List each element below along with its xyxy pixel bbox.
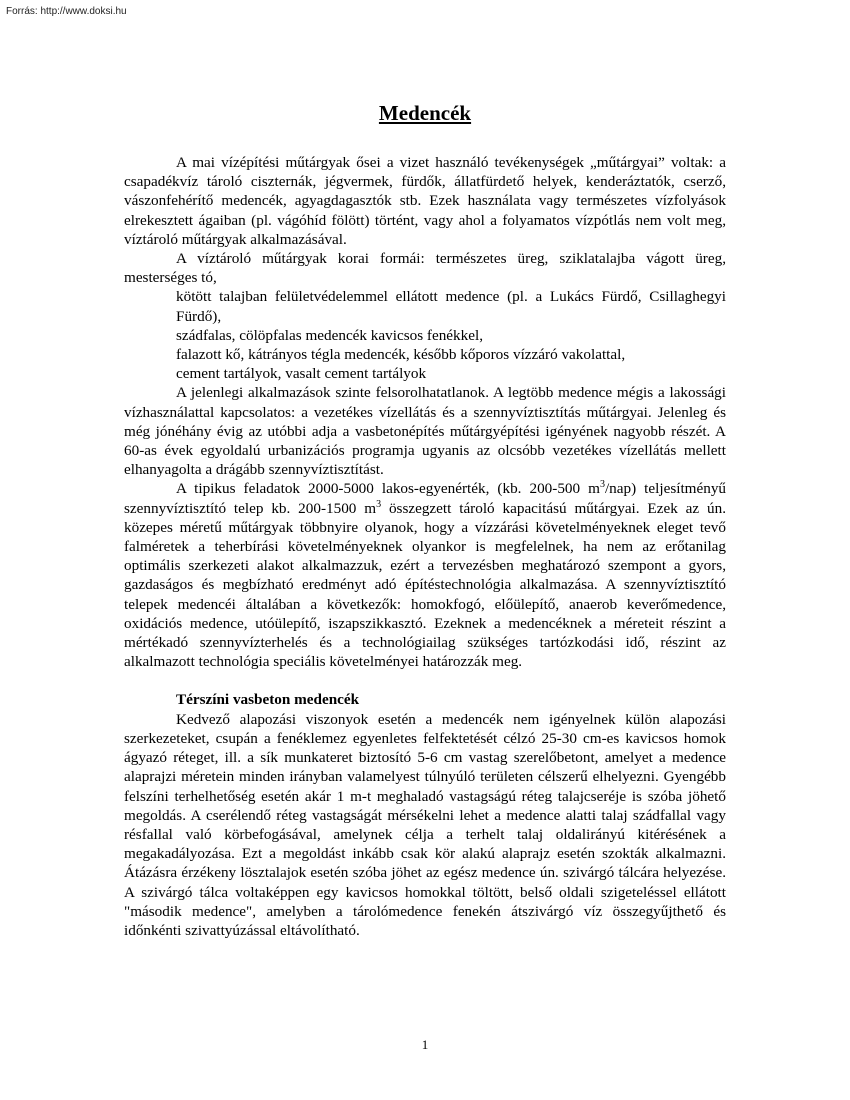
paragraph-text: /nap) teljesítményű szennyvíztisztító telep kb. 200-1500 m xyxy=(124,480,727,517)
list-item: kötött talajban felületvédelemmel ellátott medence (pl. a Lukács Fürdő, Csillaghegyi Fürdő), xyxy=(176,288,726,325)
paragraph-intro: A mai vízépítési műtárgyak ősei a vizet használó tevékenységek „műtárgyai” voltak: a csapadékvíz tároló ciszternák, jégvermek, fürdők, állatfürdető helyek, kenderáztatók, cserző, vászonfehérítő medencék, agyagdagasztók stb. Ezek használata vagy természetes vízfolyások elrekesztett ágaiban (pl. vágóhíd fölött) történt, vagy ahol a folyamatos vízpótlás nem volt meg, víztároló műtárgyak alkalmazásával. xyxy=(124,154,726,248)
list-item: cement tartályok, vasalt cement tartályok xyxy=(176,365,427,383)
list-item: szádfalas, cölöpfalas medencék kavicsos fenékkel, xyxy=(176,326,483,344)
paragraph-text: A tipikus feladatok 2000-5000 lakos-egyenérték, (kb. 200-500 m xyxy=(176,480,600,498)
source-label: Forrás: http://www.doksi.hu xyxy=(6,6,127,17)
superscript: 3 xyxy=(376,498,382,510)
paragraph-current-applications: A jelenlegi alkalmazások szinte felsorolhatatlanok. A legtöbb medence mégis a lakossági vízhasználattal kapcsolatos: a vezetékes vízellátás és a szennyvíztisztítás műtárgyai. Jelenleg és még jónéhány évig az utóbbi adja a vasbetonépítés műtárgyépítési igényének nagyobb részét. A 60-as évek egyoldalú urbanizációs programja ugyanis az olcsóbb vezetékes vízellátás mellett elhanyagolta a drágább szennyvíztisztítást. xyxy=(124,384,726,479)
section-heading: Térszíni vasbeton medencék xyxy=(176,691,360,709)
document-page xyxy=(124,100,726,940)
page-title: Medencék xyxy=(378,101,472,125)
superscript: 3 xyxy=(599,479,605,491)
paragraph-text: összegzett tároló kapacitású műtárgyai. Ezek az ún. közepes méretű műtárgyak többnyire olyanok, hogy a vízzárási követelményeknek eleget tevő falméretek a teherbírási követelményeknek olyankor is megfelelnek, ha nem az erőtanilag optimális szerkezeti alakot alkalmazzuk, ezért a tervezésben meghatározó szempont a gyors, gazdaságos és megbízható eredményt adó építéstechnológia alkalmazása. A szennyvíztisztító telepek medencéi általában a következők: homokfogó, előülepítő, anaerob keverőmedence, oxidációs medence, utóülepítő, iszapszikkasztó. Ezeknek a medencéknek a méreteit részint a mértékadó szennyvízterhelés és a technológiailag szükséges tartózkodási idő, részint az alkalmazott technológia speciális követelményei határozzák meg. xyxy=(124,499,726,671)
page-number: 1 xyxy=(421,1037,429,1052)
paragraph-early-forms: A víztároló műtárgyak korai formái: természetes üreg, sziklatalajba vágott üreg, mesterséges tó, xyxy=(124,250,726,287)
section-gap xyxy=(124,671,726,690)
paragraph-typical-tasks xyxy=(124,479,726,671)
paragraph-surface-basins: Kedvező alapozási viszonyok esetén a medencék nem igényelnek külön alapozási szerkezeteket, csupán a fenéklemez egyenletes felfektetését célzó 25-30 cm-es kavicsos homok ágyazó réteget, ill. a sík munkateret biztosító 5-6 cm vastag szerelőbetont, amelyet a medence alaprajzi méretein minden irányban valamelyest túlnyúló területen célszerű elhelyezni. Gyengébb felszíni terhelhetőség esetén akár 1 m-t meghaladó vastagságú réteg talajcseréje is szóba jöhető megoldás. A cserélendő réteg vastagságát mérsékelni lehet a medence alatti talaj szádfallal vagy résfallal való körbefogásával, amelynek célja a terhelt talaj oldalirányú kitérésének a megakadályozása. Ezt a megoldást inkább csak kör alakú alaprajz esetén szokták alkalmazni. Átázásra érzékeny lösztalajok esetén szóba jöhet az egész medence ún. szivárgó tálcára helyezése. A szivárgó tálca voltaképpen egy kavicsos homokkal töltött, belső oldali szigeteléssel ellátott "második medence", amelyben a tárolómedence fenekén átszivárgó víz összegyűjthető és időnkénti szivattyúzással eltávolítható. xyxy=(124,710,726,939)
list-item: falazott kő, kátrányos tégla medencék, később kőporos vízzáró vakolattal, xyxy=(176,346,626,364)
